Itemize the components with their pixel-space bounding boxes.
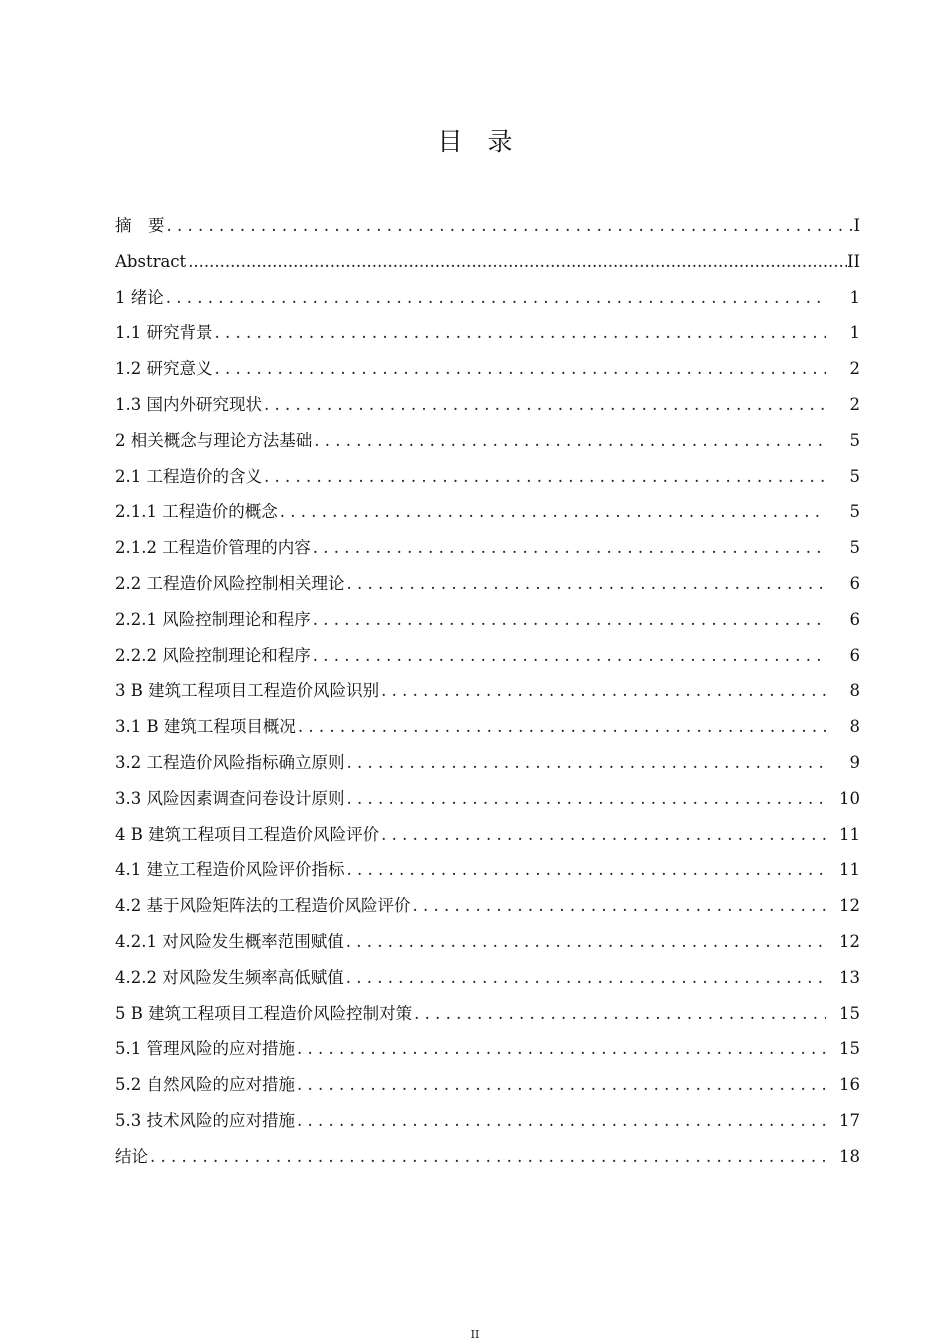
toc-entry-abstract-en[interactable] (115, 244, 860, 280)
toc-leader-dots (297, 1103, 826, 1139)
toc-entry-page: 10 (839, 788, 860, 808)
toc-entry-label: 2.1.2 工程造价管理的内容 (115, 538, 311, 558)
toc-entry-page: 2 (849, 394, 860, 414)
toc-entry-page: 11 (839, 824, 860, 844)
page-title: 目 录 (437, 127, 513, 156)
toc-entry-label: 4.2 基于风险矩阵法的工程造价风险评价 (115, 896, 411, 916)
toc-entry-label: 1.3 国内外研究现状 (115, 394, 262, 414)
toc-entry-chapter-4[interactable] (115, 817, 860, 853)
toc-entry-label: 结论 (115, 1146, 148, 1166)
toc-entry-label: 5.2 自然风险的应对措施 (115, 1075, 295, 1095)
toc-leader-dots (313, 530, 826, 566)
toc-entry-page: 13 (839, 967, 860, 987)
toc-entry-label: 4.2.1 对风险发生概率范围赋值 (115, 931, 344, 951)
toc-leader-dots (346, 924, 826, 960)
toc-entry-2-1-1[interactable] (115, 494, 860, 530)
toc-entry-page: 6 (849, 609, 860, 629)
toc-leader-dots (264, 459, 826, 495)
toc-entry-label: 1.2 研究意义 (115, 359, 213, 379)
toc-entry-2-2-1[interactable] (115, 602, 860, 638)
toc-entry-page: 8 (849, 717, 860, 737)
toc-entry-page: 5 (849, 466, 860, 486)
toc-leader-dots (347, 852, 827, 888)
toc-entry-label: 2 相关概念与理论方法基础 (115, 430, 313, 450)
toc-entry-page: 5 (849, 538, 860, 558)
toc-entry-4-2[interactable] (115, 888, 860, 924)
toc-entry-4-2-2[interactable] (115, 960, 860, 996)
toc-entry-label: 3.3 风险因素调查问卷设计原则 (115, 788, 345, 808)
table-of-contents (115, 208, 860, 1175)
toc-entry-label: 2.1 工程造价的含义 (115, 466, 262, 486)
toc-leader-dots (347, 566, 827, 602)
toc-entry-conclusion[interactable] (115, 1139, 860, 1175)
toc-leader-dots (381, 673, 826, 709)
toc-entry-2-1[interactable] (115, 459, 860, 495)
toc-entry-3-3[interactable] (115, 781, 860, 817)
toc-leader-dots (297, 1031, 826, 1067)
toc-entry-3-2[interactable] (115, 745, 860, 781)
toc-entry-page: 16 (839, 1075, 860, 1095)
toc-entry-page: 18 (839, 1146, 860, 1166)
toc-entry-label: 摘 要 (115, 216, 165, 235)
toc-entry-label: 5 B 建筑工程项目工程造价风险控制对策 (115, 1003, 413, 1023)
toc-entry-label: 2.2.1 风险控制理论和程序 (115, 609, 311, 629)
toc-leader-dots (313, 602, 826, 638)
toc-leader-dots (313, 638, 826, 674)
toc-entry-page: II (846, 251, 860, 271)
toc-entry-label: 3.2 工程造价风险指标确立原则 (115, 752, 345, 772)
toc-entry-label: 4.2.2 对风险发生频率高低赋值 (115, 967, 344, 987)
toc-entry-page: 5 (849, 502, 860, 522)
toc-leader-dots (347, 781, 827, 817)
toc-leader-dots (297, 1067, 826, 1103)
toc-entry-label: 5.3 技术风险的应对措施 (115, 1110, 295, 1130)
toc-leader-dots (264, 387, 826, 423)
toc-entry-chapter-2[interactable] (115, 423, 860, 459)
toc-entry-1-3[interactable] (115, 387, 860, 423)
toc-entry-page: 6 (849, 645, 860, 665)
toc-entry-chapter-1[interactable] (115, 280, 860, 316)
toc-leader-dots (167, 208, 854, 244)
toc-entry-page: 2 (849, 359, 860, 379)
toc-entry-label: 2.1.1 工程造价的概念 (115, 502, 278, 522)
toc-entry-page: 12 (839, 931, 860, 951)
toc-entry-label: 1.1 研究背景 (115, 323, 213, 343)
toc-entry-5-2[interactable] (115, 1067, 860, 1103)
toc-leader-dots (215, 351, 827, 387)
toc-entry-4-2-1[interactable] (115, 924, 860, 960)
footer-page-number: II (470, 1328, 480, 1341)
toc-entry-page: 6 (849, 573, 860, 593)
toc-entry-label: 5.1 管理风险的应对措施 (115, 1039, 295, 1059)
toc-entry-2-2-2[interactable] (115, 638, 860, 674)
toc-entry-label: 2.2.2 风险控制理论和程序 (115, 645, 311, 665)
toc-entry-3-1[interactable] (115, 709, 860, 745)
toc-entry-page: 12 (839, 896, 860, 916)
toc-entry-2-1-2[interactable] (115, 530, 860, 566)
toc-leader-dots (381, 817, 826, 853)
toc-entry-chapter-3[interactable] (115, 673, 860, 709)
toc-entry-chapter-5[interactable] (115, 996, 860, 1032)
toc-entry-page: 1 (849, 287, 860, 307)
toc-leader-dots (413, 888, 827, 924)
toc-entry-label: 4 B 建筑工程项目工程造价风险评价 (115, 824, 380, 844)
toc-entry-5-1[interactable] (115, 1031, 860, 1067)
toc-entry-page: 1 (849, 323, 860, 343)
toc-leader-dots (298, 709, 826, 745)
toc-entry-page: 15 (839, 1039, 860, 1059)
toc-entry-page: 17 (839, 1110, 860, 1130)
toc-entry-page: 8 (849, 681, 860, 701)
toc-entry-1-2[interactable] (115, 351, 860, 387)
toc-entry-page: I (853, 216, 860, 235)
toc-entry-page: 15 (839, 1003, 860, 1023)
toc-leader-dots (346, 960, 826, 996)
toc-entry-label: 4.1 建立工程造价风险评价指标 (115, 860, 345, 880)
toc-entry-page: 11 (839, 860, 860, 880)
toc-entry-1-1[interactable] (115, 315, 860, 351)
toc-leader-dots (150, 1139, 826, 1175)
toc-leader-dots (314, 423, 826, 459)
toc-leader-dots (280, 494, 826, 530)
toc-entry-label: 3.1 B 建筑工程项目概况 (115, 717, 296, 737)
toc-entry-2-2[interactable] (115, 566, 860, 602)
toc-entry-label: 2.2 工程造价风险控制相关理论 (115, 573, 345, 593)
toc-entry-label: 3 B 建筑工程项目工程造价风险识别 (115, 681, 380, 701)
toc-entry-abstract-zh[interactable] (115, 208, 860, 244)
toc-leader-dots (215, 315, 827, 351)
toc-leader-dots (347, 745, 827, 781)
toc-entry-label: Abstract (115, 251, 187, 271)
toc-entry-4-1[interactable] (115, 852, 860, 888)
toc-entry-5-3[interactable] (115, 1103, 860, 1139)
toc-entry-page: 9 (849, 752, 860, 772)
toc-entry-page: 5 (849, 430, 860, 450)
toc-entry-label: 1 绪论 (115, 287, 164, 307)
toc-leader-dots (188, 244, 847, 280)
toc-leader-dots (414, 996, 826, 1032)
toc-leader-dots (166, 280, 826, 316)
